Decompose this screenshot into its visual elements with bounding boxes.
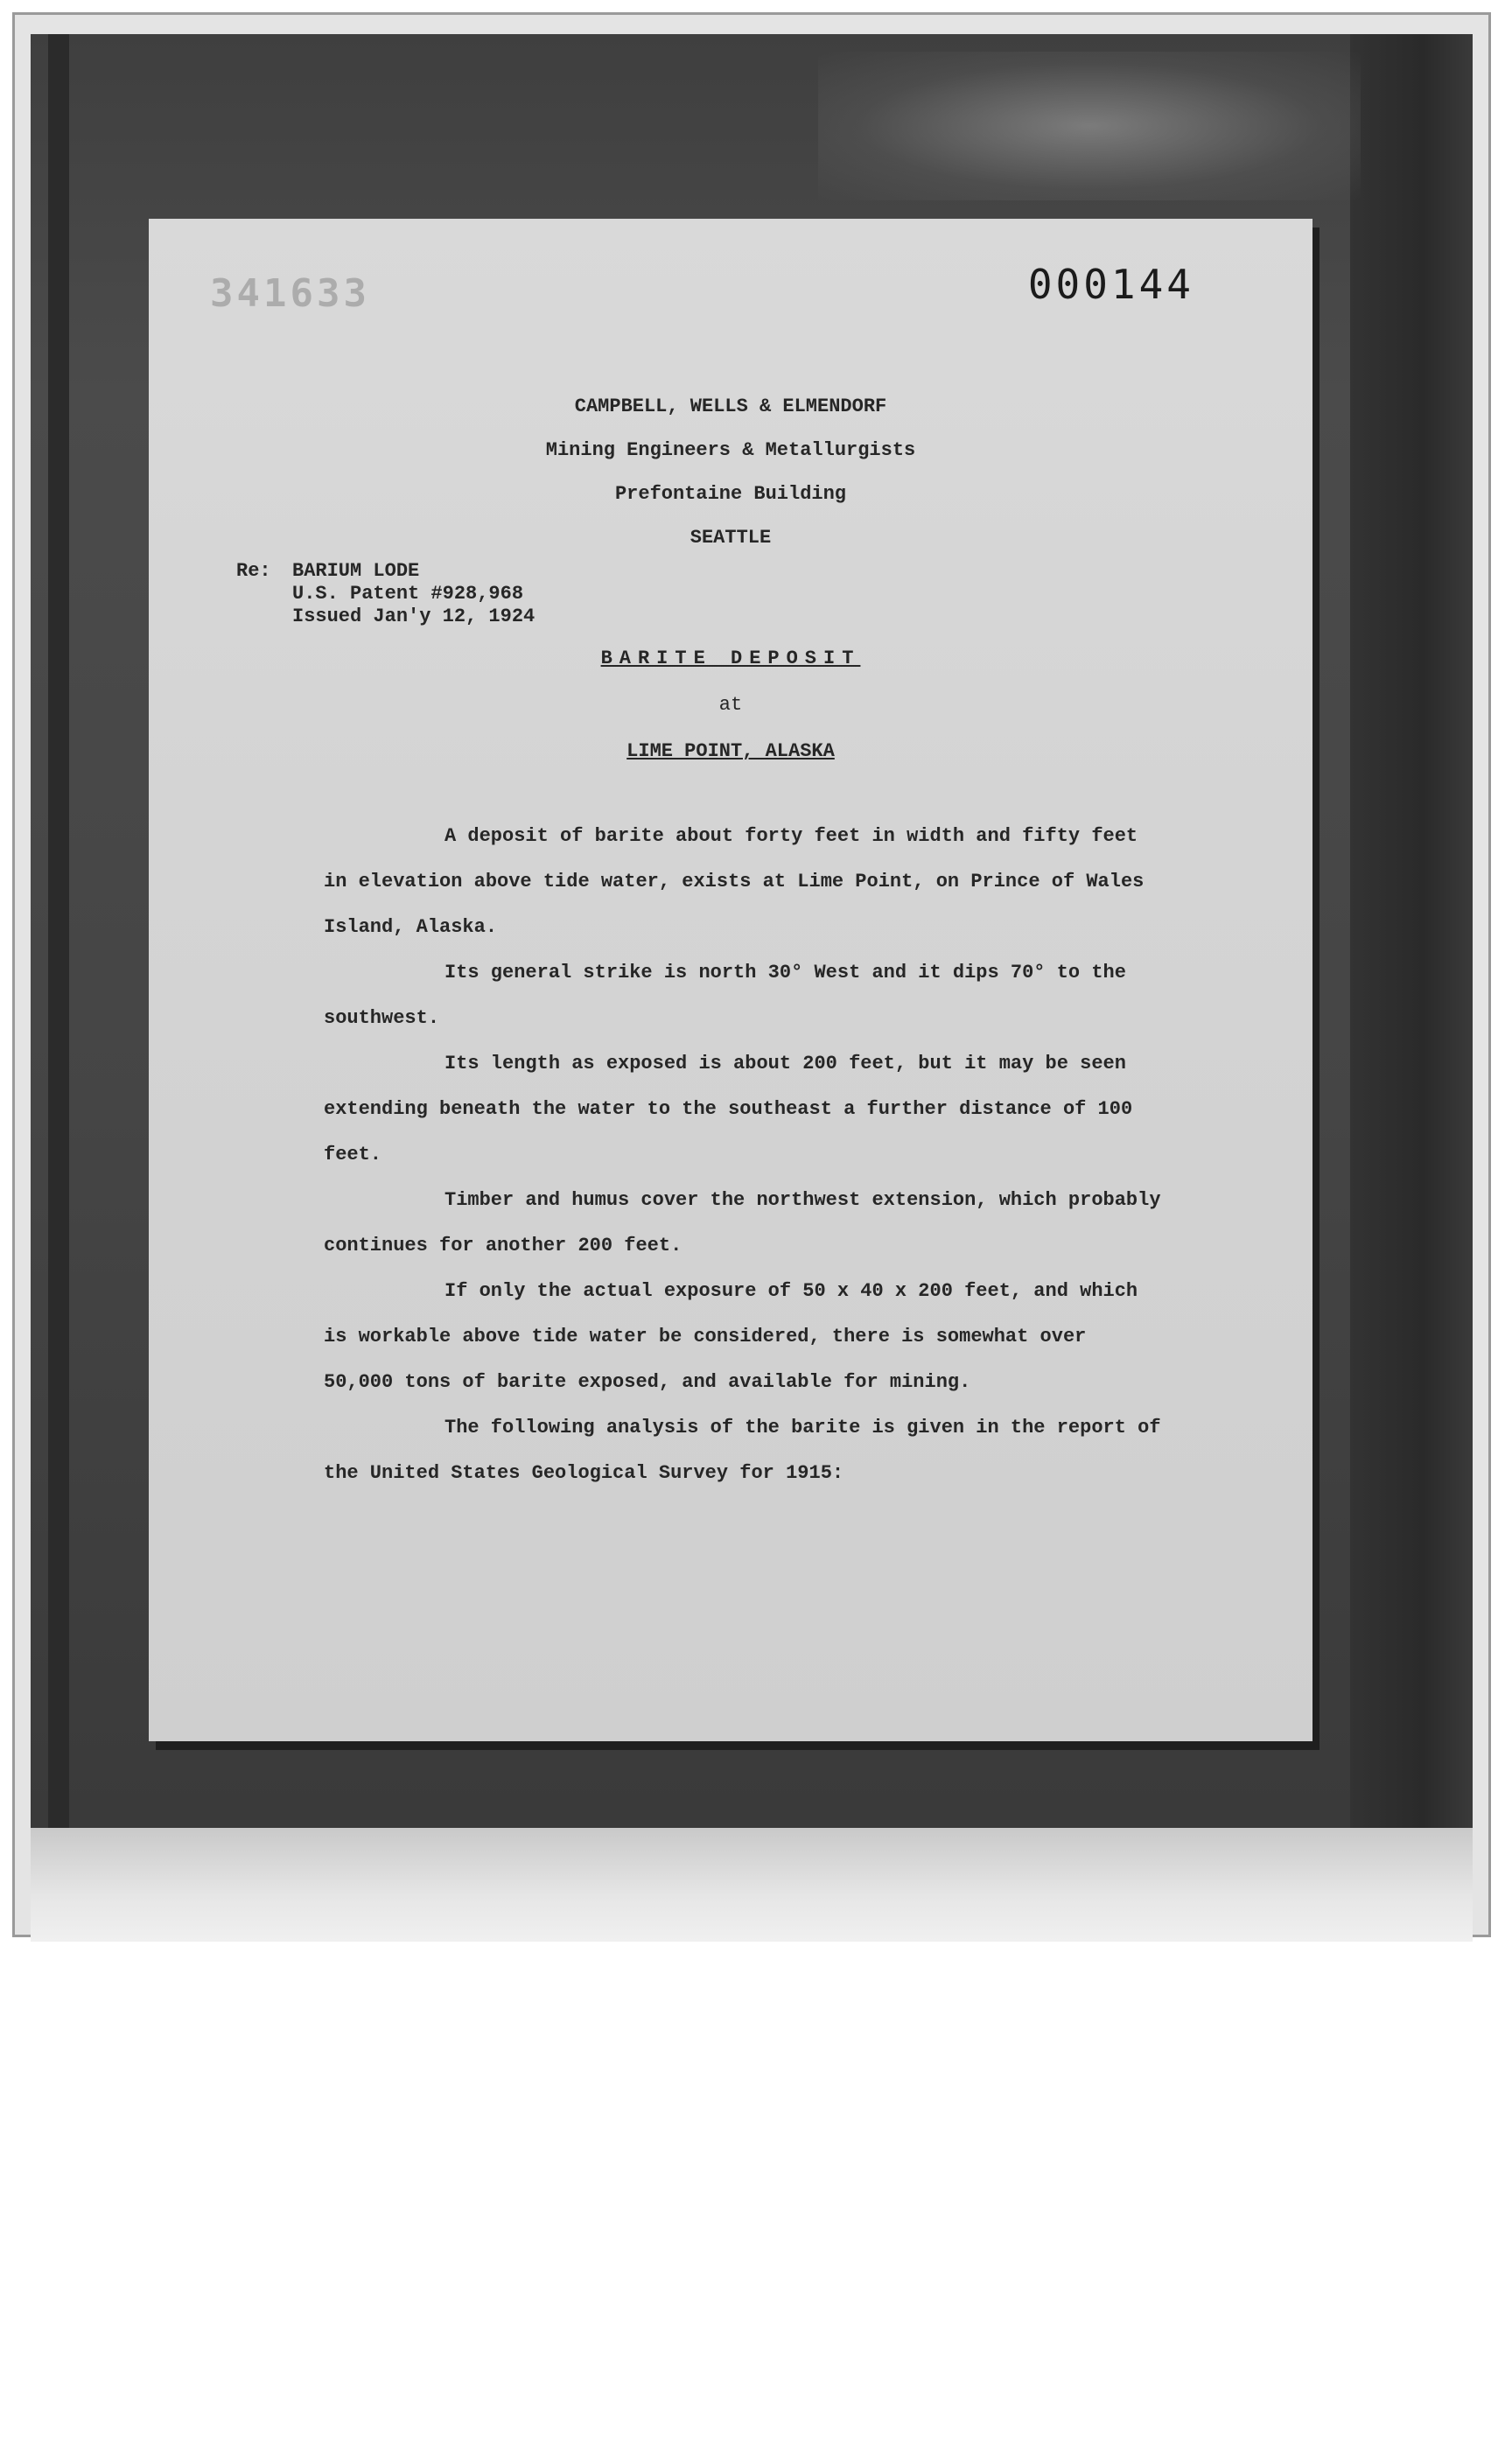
letterhead <box>149 385 1312 560</box>
document-number: 000144 <box>1027 261 1194 308</box>
paragraph-1: A deposit of barite about forty feet in width and fifty feet in elevation above tide water, exists at Lime Point, on Prince of Wales Island, Alaska. <box>324 825 1144 938</box>
paragraph-6: The following analysis of the barite is given in the report of the United States Geological Survey for 1915: <box>324 1417 1161 1484</box>
letterhead-building: Prefontaine Building <box>614 483 847 505</box>
body-text <box>324 814 1164 1496</box>
document-title: BARITE DEPOSIT <box>600 648 861 669</box>
bottom-band <box>31 1828 1473 1942</box>
backdrop-right-edge <box>1350 34 1473 1828</box>
reference-line-2: U.S. Patent #928,968 <box>292 583 524 605</box>
reference-label: Re: <box>236 560 271 582</box>
letter-page <box>149 219 1312 1741</box>
paragraph-4: Timber and humus cover the northwest extension, which probably continues for another 200 feet. <box>324 1189 1161 1256</box>
reference-line-3: Issued Jan'y 12, 1924 <box>292 606 536 627</box>
title-place: LIME POINT, ALASKA <box>626 740 835 762</box>
title-block <box>149 648 1312 762</box>
paragraph-2: Its general strike is north 30° West and it dips 70° to the southwest. <box>324 962 1126 1029</box>
title-at: at <box>718 694 743 716</box>
letterhead-city: SEATTLE <box>690 527 772 549</box>
letterhead-profession: Mining Engineers & Metallurgists <box>545 439 916 461</box>
letterhead-firm: CAMPBELL, WELLS & ELMENDORF <box>574 396 887 417</box>
paragraph-3: Its length as exposed is about 200 feet, but it may be seen extending beneath the water to the southeast a further distance of 100 feet. <box>324 1053 1133 1166</box>
backdrop-left-edge <box>48 34 69 1828</box>
backdrop-smudge <box>818 52 1361 200</box>
paragraph-5: If only the actual exposure of 50 x 40 x 200 feet, and which is workable above tide water be considered, there is somewhat over 50,000 tons of barite exposed, and available for mining. <box>324 1280 1138 1393</box>
faded-number: 341633 <box>210 271 370 316</box>
reference-line-1: BARIUM LODE <box>292 560 420 582</box>
